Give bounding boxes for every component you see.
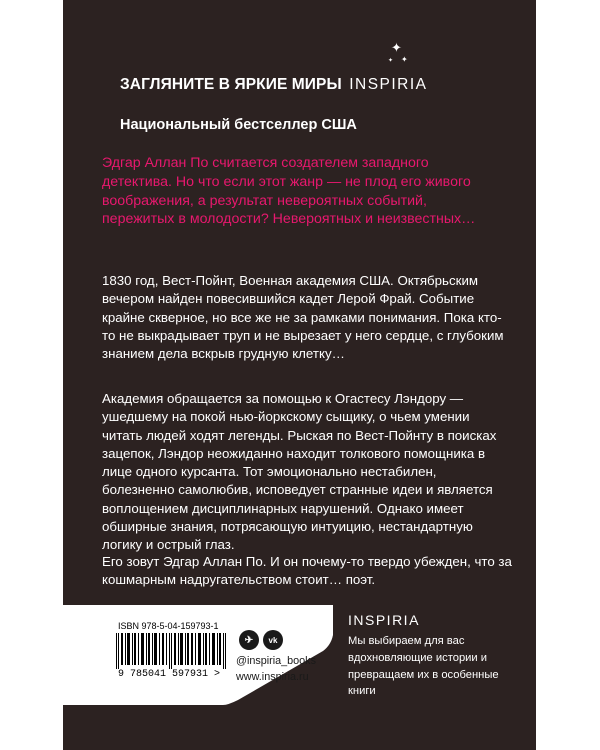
- synopsis-paragraph-3: Его зовут Эдгар Аллан По. И он почему-то твердо убежден, что за кошмарным надругательством стоит… поэт.: [102, 554, 512, 588]
- synopsis-paragraph-1: 1830 год, Вест-Пойнт, Военная академия США. Октябрьским вечером найден повесившийся кадет Лерой Фрай. Событие крайне скверное, но все же не за рамками понимания. Пока кто-то не выкрадывает труп и не вырезает у него сердце, с глубоким знанием дела вскрыв грудную клетку…: [102, 273, 504, 362]
- isbn-label: ISBN 978-5-04-159793-1: [118, 621, 219, 631]
- vk-icon[interactable]: vk: [263, 630, 283, 650]
- website-link[interactable]: www.inspiria.ru: [236, 671, 309, 683]
- sparkle-large-icon: ✦: [391, 40, 402, 55]
- header-tagline: ЗАГЛЯНИТЕ В ЯРКИЕ МИРЫ: [120, 76, 342, 93]
- footer-slogan: Мы выбираем для вас вдохновляющие истории и превращаем их в особенные книги: [348, 635, 499, 698]
- bestseller-heading: Национальный бестселлер США: [120, 117, 357, 133]
- sparkle-tiny-icon: ✦: [388, 58, 394, 64]
- synopsis-paragraph-2: Академия обращается за помощью к Огастесу Лэндору — ушедшему на покой нью-йоркскому сыщику, о чьем умении читать людей ходят легенды. Рыская по Вест-Пойнту в поисках зацепок, Лэндор неожиданно находит толкового помощника в лице одного курсанта. Тот эмоционально нестабилен, болезненно самолюбив, исповедует странные идеи и является воплощением дисциплинарных нарушений. Однако имеет обширные знания, потрясающую интуицию, нестандартную логику и острый глаз.: [102, 391, 497, 553]
- header-brand: INSPIRIA: [349, 76, 428, 93]
- social-handle[interactable]: @inspiria_books: [236, 655, 316, 667]
- barcode-digits: 9 785041 597931 >: [118, 669, 221, 680]
- barcode: [116, 633, 228, 669]
- footer-brand: INSPIRIA: [348, 612, 420, 628]
- header-tagline-line: [120, 76, 428, 94]
- back-cover: [63, 0, 536, 750]
- sparkle-small-icon: ✦: [401, 55, 408, 64]
- teaser-text: Эдгар Аллан По считается создателем западного детектива. Но что если этот жанр — не плод его живого воображения, а результат невероятных событий, пережитых в молодости? Невероятных и неизвестных…: [102, 155, 476, 228]
- telegram-icon[interactable]: ✈: [239, 630, 259, 650]
